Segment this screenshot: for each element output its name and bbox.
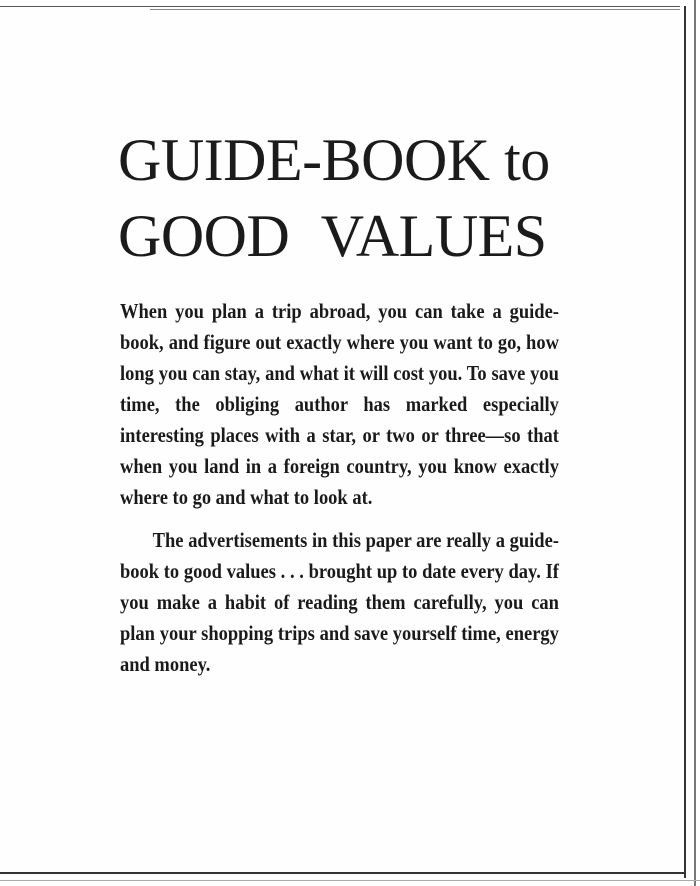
body-paragraph-2: The advertisements in this paper are really a guide-book to good values . . . brought up to date every day. If you make a habit of reading them carefully, you can plan your shopping trips and save yourself time, energy and money. xyxy=(120,528,559,676)
top-border-rule xyxy=(0,6,680,7)
bottom-border-rule-secondary xyxy=(0,880,700,881)
body-paragraph-1: When you plan a trip abroad, you can take a guide-book, and figure out exactly where you want to go, how long you can stay, and what it will cost you. To save you time, the obliging author has marked especially interesting places with a star, or two or three—so that when you land in a foreign country, you know exactly where to go and what to look at. xyxy=(120,299,559,509)
right-border-rule xyxy=(684,6,686,878)
ad-body-copy xyxy=(120,296,560,680)
headline-line-2: GOOD VALUES xyxy=(118,203,547,269)
bottom-border-rule xyxy=(0,872,686,874)
right-border-rule-secondary xyxy=(694,0,696,886)
headline xyxy=(118,122,568,274)
top-border-rule-secondary xyxy=(150,9,680,10)
headline-line-1: GUIDE-BOOK to xyxy=(118,127,550,193)
